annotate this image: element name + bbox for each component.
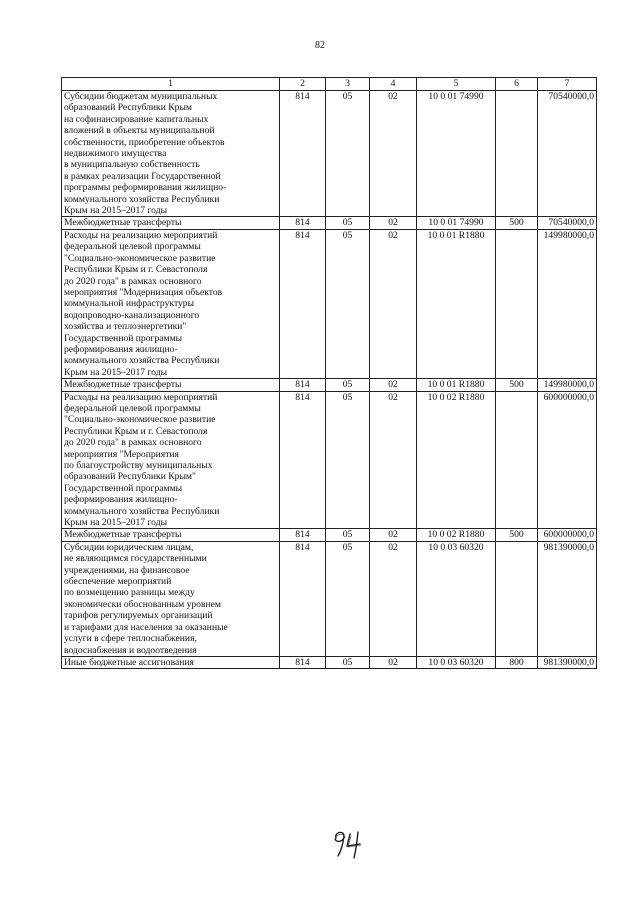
target-article-code: 10 0 03 60320 [417,541,496,656]
amount: 70540000,0 [538,217,597,229]
section-code: 05 [326,217,370,229]
target-article-code: 10 0 01 R1880 [417,229,496,378]
header-cell: 7 [538,78,597,91]
row-description: Субсидии бюджетам муниципальных образований Республики Крым на софинансирование капитальных вложений в объекты муниципальной собственности, приобретение объектов недвижимого имущества в муниципальную собственность в рамках реализации Государственной программы реформирования жилищно- коммунального хозяйства Республики Крым на 2015–2017 годы [62,91,280,217]
expense-type-code: 800 [496,656,538,668]
subsection-code: 02 [370,91,417,217]
row-description: Межбюджетные трансферты [62,217,280,229]
section-code: 05 [326,656,370,668]
amount: 149980000,0 [538,379,597,391]
section-code: 05 [326,91,370,217]
table-row [62,91,597,217]
expense-type-code [496,541,538,656]
expense-type-code [496,91,538,217]
header-cell: 5 [417,78,496,91]
amount: 981390000,0 [538,541,597,656]
table-row [62,656,597,668]
expense-type-code: 500 [496,529,538,541]
section-code: 05 [326,529,370,541]
subsection-code: 02 [370,541,417,656]
table-row [62,391,597,529]
ministry-code: 814 [280,217,326,229]
ministry-code: 814 [280,391,326,529]
header-cell: 4 [370,78,417,91]
budget-table [61,77,597,669]
amount: 600000000,0 [538,529,597,541]
subsection-code: 02 [370,379,417,391]
ministry-code: 814 [280,91,326,217]
target-article-code: 10 0 02 R1880 [417,529,496,541]
amount: 981390000,0 [538,656,597,668]
subsection-code: 02 [370,391,417,529]
header-cell: 3 [326,78,370,91]
header-row [62,78,597,91]
page-number: 82 [315,40,325,51]
row-description: Субсидии юридическим лицам, не являющимся государственными учреждениями, на финансовое обеспечение мероприятий по возмещению разницы между экономически обоснованным уровнем тарифов регулируемых организаций и тарифами для населения за оказанные услуги в сфере теплоснабжения, водоснабжения и водоотведения [62,541,280,656]
subsection-code: 02 [370,229,417,378]
subsection-code: 02 [370,529,417,541]
target-article-code: 10 0 01 74990 [417,217,496,229]
ministry-code: 814 [280,229,326,378]
row-description: Расходы на реализацию мероприятий федеральной целевой программы "Социально-экономическое развитие Республики Крым и г. Севастополя до 2020 года" в рамках основного мероприятия "Модернизация объектов коммунальной инфраструктуры водопроводно-канализационного хозяйства и теплоэнергетики" Государственной программы реформирования жилищно- коммунального хозяйства Республики Крым на 2015–2017 годы [62,229,280,378]
row-description: Иные бюджетные ассигнования [62,656,280,668]
handwritten-signature-icon [330,828,376,860]
table-row [62,529,597,541]
expense-type-code: 500 [496,379,538,391]
subsection-code: 02 [370,656,417,668]
header-cell: 2 [280,78,326,91]
amount: 149980000,0 [538,229,597,378]
amount: 70540000,0 [538,91,597,217]
ministry-code: 814 [280,529,326,541]
expense-type-code: 500 [496,217,538,229]
table-row [62,379,597,391]
handwritten-page-number [330,828,376,865]
ministry-code: 814 [280,541,326,656]
section-code: 05 [326,379,370,391]
amount: 600000000,0 [538,391,597,529]
header-cell: 1 [62,78,280,91]
ministry-code: 814 [280,656,326,668]
table-row [62,229,597,378]
row-description: Межбюджетные трансферты [62,529,280,541]
section-code: 05 [326,541,370,656]
ministry-code: 814 [280,379,326,391]
table-row [62,541,597,656]
header-cell: 6 [496,78,538,91]
row-description: Межбюджетные трансферты [62,379,280,391]
row-description: Расходы на реализацию мероприятий федеральной целевой программы "Социально-экономическое развитие Республики Крым и г. Севастополя до 2020 года" в рамках основного мероприятия "Мероприятия по благоустройству муниципальных образований Республики Крым" Государственной программы реформирования жилищно- коммунального хозяйства Республики Крым на 2015–2017 годы [62,391,280,529]
section-code: 05 [326,391,370,529]
expense-type-code [496,391,538,529]
section-code: 05 [326,229,370,378]
target-article-code: 10 0 02 R1880 [417,391,496,529]
target-article-code: 10 0 03 60320 [417,656,496,668]
table-row [62,217,597,229]
expense-type-code [496,229,538,378]
subsection-code: 02 [370,217,417,229]
target-article-code: 10 0 01 R1880 [417,379,496,391]
target-article-code: 10 0 01 74990 [417,91,496,217]
